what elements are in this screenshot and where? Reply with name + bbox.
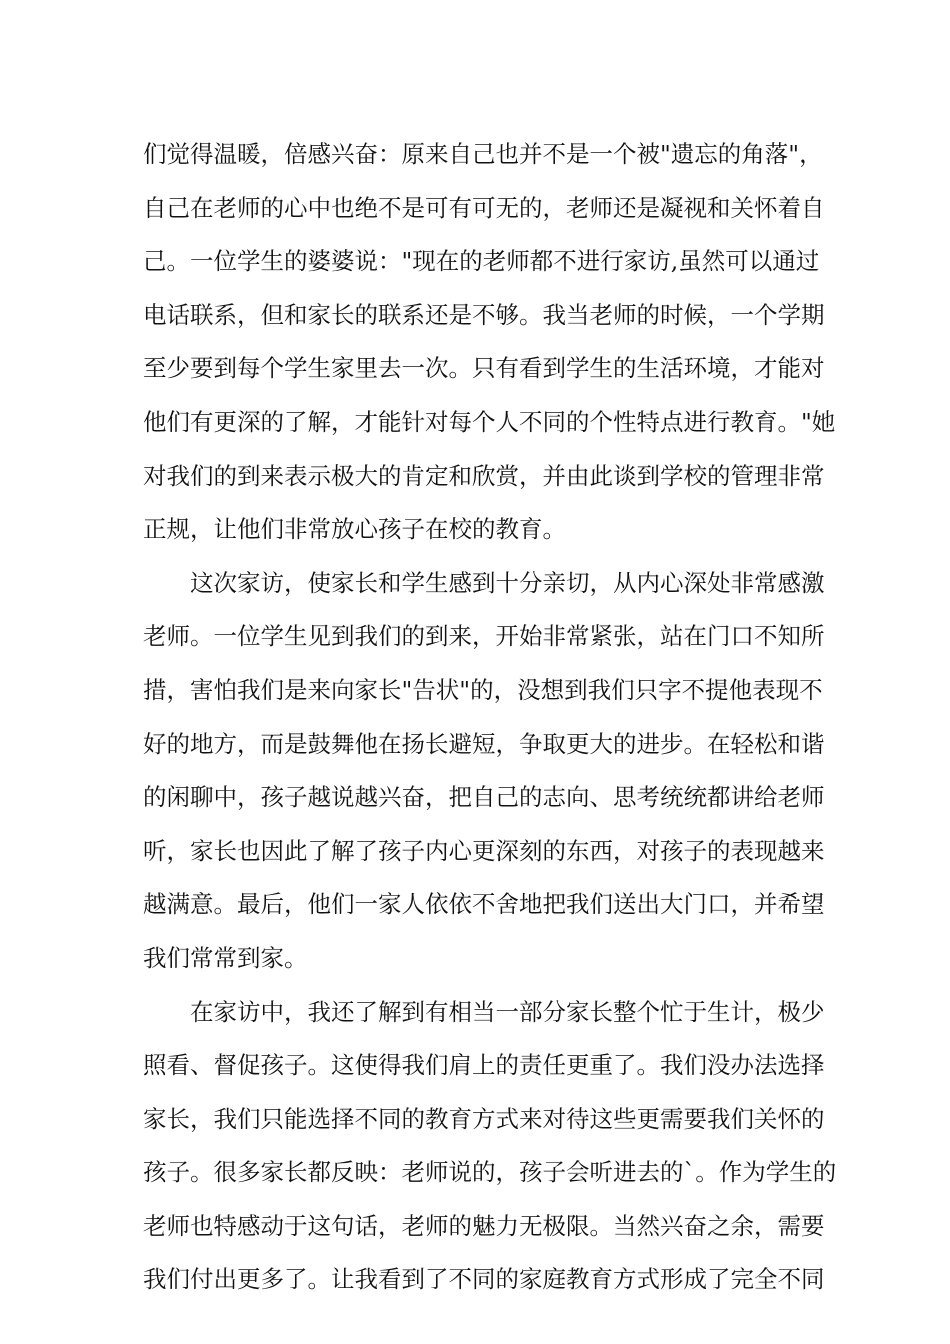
paragraph [143,128,836,557]
text-line: 至少要到每个学生家里去一次。只有看到学生的生活环境，才能对 [143,354,825,383]
text-line: 己。一位学生的婆婆说："现在的老师都不进行家访,虽然可以通过 [143,247,820,276]
text-line: 们觉得温暖，倍感兴奋：原来自己也并不是一个被"遗忘的角落"， [143,140,823,168]
text-line: 我们付出更多了。让我看到了不同的家庭教育方式形成了完全不同 [143,1265,825,1294]
paragraph [143,986,837,1308]
paragraph [143,557,825,986]
text-line: 孩子。很多家长都反映：老师说的，孩子会听进去的`。作为学生的 [143,1158,837,1187]
text-line: 对我们的到来表示极大的肯定和欣赏，并由此谈到学校的管理非常 [143,461,825,490]
text-line: 正规，让他们非常放心孩子在校的教育。 [143,515,566,544]
text-line: 越满意。最后，他们一家人依依不舍地把我们送出大门口，并希望 [143,890,825,919]
text-line: 家长，我们只能选择不同的教育方式来对待这些更需要我们关怀的 [143,1104,825,1133]
text-line: 措，害怕我们是来向家长"告状"的，没想到我们只字不提他表现不 [143,675,823,704]
text-line: 照看、督促孩子。这使得我们肩上的责任更重了。我们没办法选择 [143,1051,825,1080]
text-line: 在家访中，我还了解到有相当一部分家长整个忙于生计，极少 [190,997,825,1026]
text-line: 听，家长也因此了解了孩子内心更深刻的东西，对孩子的表现越来 [143,836,825,865]
text-line: 好的地方，而是鼓舞他在扬长避短，争取更大的进步。在轻松和谐 [143,729,825,758]
body-text [143,128,837,1307]
text-line: 老师也特感动于这句话，老师的魅力无极限。当然兴奋之余，需要 [143,1211,825,1240]
text-line: 电话联系，但和家长的联系还是不够。我当老师的时候，一个学期 [143,300,825,329]
text-line: 老师。一位学生见到我们的到来，开始非常紧张，站在门口不知所 [143,622,825,651]
text-line: 这次家访，使家长和学生感到十分亲切，从内心深处非常感激 [190,568,825,597]
text-line: 我们常常到家。 [143,943,308,972]
text-line: 他们有更深的了解，才能针对每个人不同的个性特点进行教育。"她 [143,407,836,436]
text-line: 自己在老师的心中也绝不是可有可无的，老师还是凝视和关怀着自 [143,193,825,222]
text-line: 的闲聊中，孩子越说越兴奋，把自己的志向、思考统统都讲给老师 [143,783,825,812]
